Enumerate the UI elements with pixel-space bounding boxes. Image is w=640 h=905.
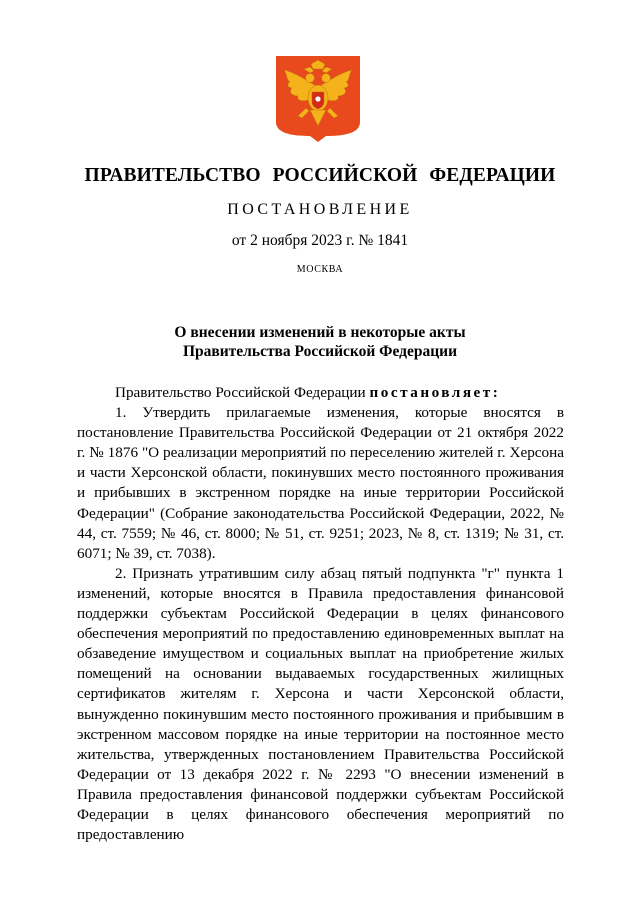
subject-line-1: О внесении изменений в некоторые акты: [174, 324, 466, 341]
resolves-word: постановляет:: [369, 384, 501, 401]
item-1-paragraph: 1. Утвердить прилагаемые изменения, которые вносятся в постановление Правительства Российской Федерации от 21 октября 2022 г. № 1876 "О реализации мероприятий по переселению жителей г. Херсона и части Херсонской области, покинувших место постоянного проживания и прибывших в экстренном порядке на иные территории Российской Федерации" (Собрание законодательства Российской Федерации, 2022, № 44, ст. 7559; № 46, ст. 8000; № 51, ст. 9251; 2023, № 8, ст. 1319; № 31, ст. 6071; № 39, ст. 7038).: [77, 404, 564, 562]
document-date-number: от 2 ноября 2023 г. № 1841: [231, 232, 409, 249]
government-title: ПРАВИТЕЛЬСТВО РОССИЙСКОЙ ФЕДЕРАЦИИ: [84, 165, 556, 186]
russian-coat-of-arms-icon: [276, 56, 360, 142]
document-city: МОСКВА: [296, 264, 344, 275]
intro-lead: Правительство Российской Федерации: [115, 384, 370, 401]
subject-line-2: Правительства Российской Федерации: [182, 343, 458, 360]
item-2-paragraph: 2. Признать утратившим силу абзац пятый подпункта "г" пункта 1 изменений, которые вносятся в Правила предоставления финансовой поддержки субъектам Российской Федерации в целях финансового обеспечения мероприятий по предоставлению единовременных выплат на обзаведение имуществом и социальных выплат на приобретение жилых помещений на основании выдаваемых государственных жилищных сертификатов жителям г. Херсона и части Херсонской области, вынужденно покинувшим место постоянного проживания и прибывшим в экстренном массовом порядке на иные территории на постоянное место жительства, утвержденных постановлением Правительства Российской Федерации от 13 декабря 2022 г. № 2293 "О внесении изменений в Правила предоставления финансовой поддержки субъектам Российской Федерации в целях финансового обеспечения мероприятий по предоставлению: [77, 564, 564, 844]
intro-paragraph: [77, 383, 564, 403]
document-subject: [0, 323, 640, 361]
document-type: ПОСТАНОВЛЕНИЕ: [227, 201, 413, 218]
document-body: [77, 383, 564, 845]
